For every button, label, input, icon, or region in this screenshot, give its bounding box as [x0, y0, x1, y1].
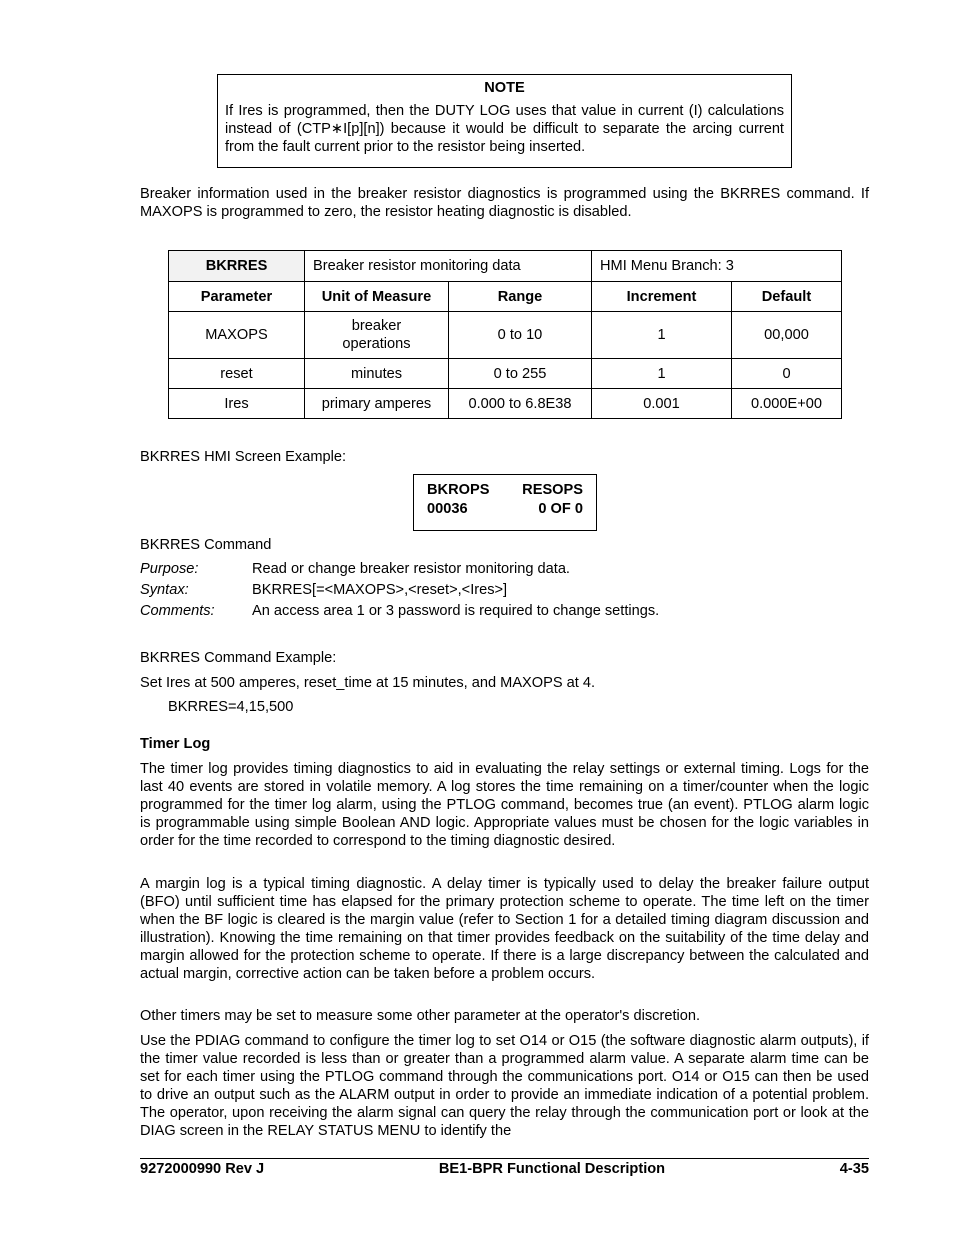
cell-range: 0 to 255 [449, 359, 592, 389]
cell-range: 0 to 10 [449, 312, 592, 359]
timer-log-paragraph-3: Other timers may be set to measure some other parameter at the operator's discretion. [140, 1008, 701, 1024]
syntax-label: Syntax: [140, 582, 189, 598]
table-row [169, 359, 842, 389]
timer-log-paragraph-4: Use the PDIAG command to configure the timer log to set O14 or O15 (the software diagnostic alarm outputs), if the timer value recorded is less than or greater than a programmed alarm value. A separate alarm time can be set for each timer using the PTLOG command through the communications port. O14 or O15 can then be used to drive an output such as the ALARM output in order to provide an immediate indication of a potential problem. The operator, upon receiving the alarm signal can query the relay through the communication port or look at the DIAG screen in the RELAY STATUS MENU to identify the [140, 1033, 869, 1139]
cell-parameter: MAXOPS [169, 312, 305, 359]
footer-title: BE1-BPR Functional Description [438, 1161, 666, 1177]
command-example-text: Set Ires at 500 amperes, reset_time at 15 minutes, and MAXOPS at 4. [140, 675, 596, 691]
header-default: Default [732, 282, 842, 312]
command-example-label: BKRRES Command Example: [140, 650, 337, 666]
cell-parameter: Ires [169, 389, 305, 419]
timer-log-paragraph-2: A margin log is a typical timing diagnostic. A delay timer is typically used to delay the breaker failure output (BFO) until sufficient time has elapsed for the primary protection scheme to operate. The time left on the timer when the BF logic is cleared is the margin value (refer to Section 1 for a detailed timing diagram discussion and illustration). Knowing the time remaining on that timer provides feedback on the suitability of the time delay and margin allowed for the protection scheme to operate. If there is a large discrepancy between the calculated and actual margin, corrective action can be taken before a problem occurs. [140, 876, 869, 982]
cell-default: 0.000E+00 [732, 389, 842, 419]
cell-default: 0 [732, 359, 842, 389]
hmi-line2-left: 00036 [427, 501, 468, 517]
note-title: NOTE [484, 80, 525, 96]
table-row [169, 389, 842, 419]
bkrres-settings-table [168, 250, 842, 419]
cell-unit: breaker operations [305, 312, 449, 359]
footer-page-number: 4-35 [839, 1161, 869, 1177]
page-footer [140, 1158, 869, 1177]
note-text: If Ires is programmed, then the DUTY LOG uses that value in current (I) calculations instead of (CTP∗I[p][n]) because it would be difficult to separate the arcing current from the fault current prior to the resistor being inserted. [225, 103, 784, 155]
command-title: BKRRES Command [140, 537, 272, 553]
cell-increment: 1 [592, 359, 732, 389]
command-comments-row [140, 602, 869, 623]
cell-increment: 1 [592, 312, 732, 359]
table-title-row [169, 251, 842, 282]
table-command-cell: BKRRES [169, 251, 305, 282]
header-range: Range [449, 282, 592, 312]
comments-label: Comments: [140, 603, 215, 619]
table-description-cell: Breaker resistor monitoring data [305, 251, 592, 282]
table-row [169, 312, 842, 359]
syntax-value: BKRRES[=<MAXOPS>,<reset>,<Ires>] [252, 582, 508, 598]
purpose-label: Purpose: [140, 561, 199, 577]
intro-paragraph: Breaker information used in the breaker resistor diagnostics is programmed using the BKRRES command. If MAXOPS is programmed to zero, the resistor heating diagnostic is disabled. [140, 186, 869, 220]
command-purpose-row [140, 560, 869, 581]
command-syntax-row [140, 581, 869, 602]
command-example-code: BKRRES=4,15,500 [168, 699, 294, 715]
table-menu-branch-cell: HMI Menu Branch: 3 [592, 251, 842, 282]
timer-log-paragraph-1: The timer log provides timing diagnostics to aid in evaluating the relay settings or external timing. Logs for the last 40 events are stored in volatile memory. A log stores the time remaining on a timer/counter when the logic programmed for the timer log alarm, using the PTLOG command, becomes true (an event). PTLOG alarm logic is programmable using simple Boolean AND logic. Appropriate values must be chosen for the logic variables in order for the time recorded to correspond to the timing diagnostic desired. [140, 761, 869, 849]
table-header-row [169, 282, 842, 312]
cell-unit: minutes [305, 359, 449, 389]
hmi-screen-example [413, 474, 597, 531]
hmi-line2-right: 0 OF 0 [538, 501, 583, 517]
hmi-line1-left: BKROPS [427, 482, 490, 498]
hmi-line1-right: RESOPS [522, 482, 583, 498]
footer-doc-number: 9272000990 Rev J [140, 1161, 265, 1177]
note-box [217, 74, 792, 168]
cell-default: 00,000 [732, 312, 842, 359]
hmi-example-label: BKRRES HMI Screen Example: [140, 449, 347, 465]
cell-range: 0.000 to 6.8E38 [449, 389, 592, 419]
cell-unit: primary amperes [305, 389, 449, 419]
header-increment: Increment [592, 282, 732, 312]
purpose-value: Read or change breaker resistor monitoring data. [252, 561, 570, 577]
cell-parameter: reset [169, 359, 305, 389]
timer-log-heading: Timer Log [140, 736, 211, 752]
header-unit: Unit of Measure [305, 282, 449, 312]
cell-increment: 0.001 [592, 389, 732, 419]
comments-value: An access area 1 or 3 password is required to change settings. [252, 603, 660, 619]
header-parameter: Parameter [169, 282, 305, 312]
